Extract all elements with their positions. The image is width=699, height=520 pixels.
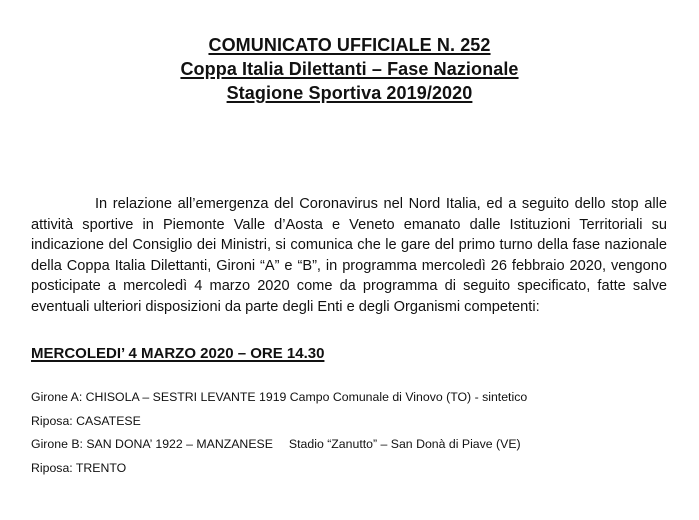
girone-a-rest: Riposa: CASATESE	[31, 413, 141, 428]
communique-number: COMUNICATO UFFICIALE N. 252	[208, 35, 491, 55]
girone-b-rest: Riposa: TRENTO	[31, 460, 127, 475]
competition-title: Coppa Italia Dilettanti – Fase Nazionale	[180, 59, 519, 79]
girone-a-match: Girone A: CHISOLA – SESTRI LEVANTE 1919 Campo Comunale di Vinovo (TO) - sintetico	[31, 390, 528, 404]
girone-b-line	[31, 433, 671, 457]
match-list	[31, 386, 671, 480]
girone-b-venue: Stadio “Zanutto” – San Donà di Piave (VE)	[288, 437, 521, 451]
season-title: Stagione Sportiva 2019/2020	[226, 83, 473, 103]
announcement-paragraph: In relazione all’emergenza del Coronavirus nel Nord Italia, ed a seguito dello stop alle attività sportive in Piemonte Valle d’Aosta e Veneto emanato dalle Istituzioni Territoriali su indicazione del Consiglio dei Ministri, si comunica che le gare del primo turno della fase nazionale della Coppa Italia Dilettanti, Gironi “A” e “B”, in programma mercoledì 26 febbraio 2020, vengono posticipate a mercoledì 4 marzo 2020 come da programma di seguito specificato, fatte salve eventuali ulteriori disposizioni da parte degli Enti e degli Organismi competenti:	[31, 196, 667, 315]
girone-b-match: Girone B: SAN DONA’ 1922 – MANZANESE	[31, 437, 273, 451]
match-date-heading: MERCOLEDI’ 4 MARZO 2020 – ORE 14.30	[31, 345, 325, 362]
title-block	[0, 33, 699, 105]
